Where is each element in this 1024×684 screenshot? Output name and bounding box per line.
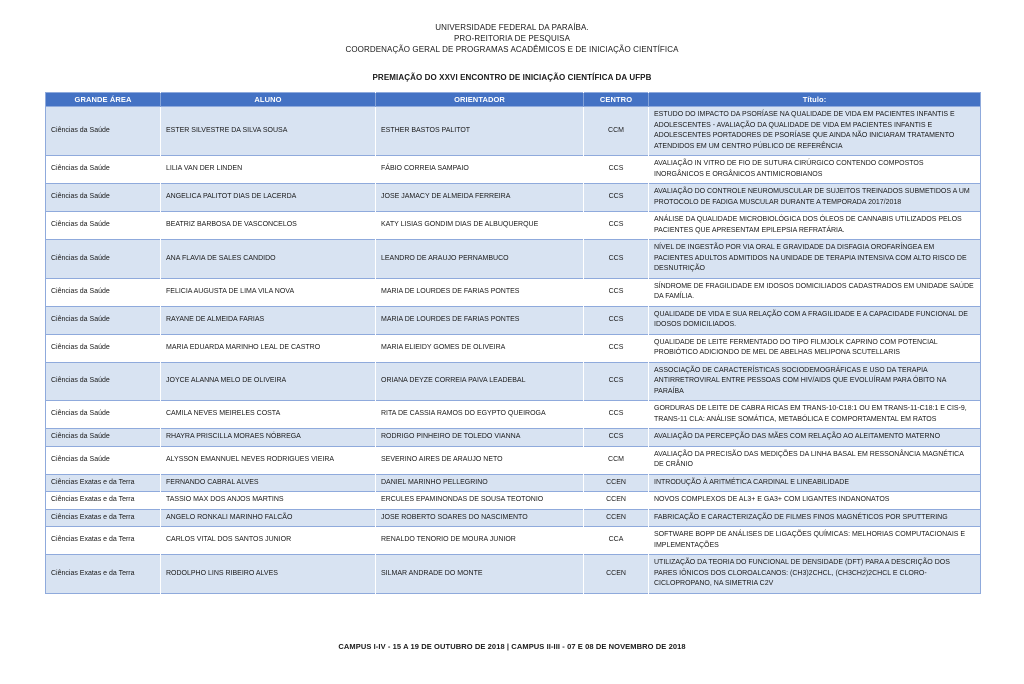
cell-aluno: JOYCE ALANNA MELO DE OLIVEIRA [161, 362, 376, 401]
footer-text: CAMPUS I-IV - 15 A 19 DE OUTUBRO DE 2018 | CAMPUS II-III - 07 E 08 DE NOVEMBRO DE 2018 [338, 642, 686, 651]
table-row [46, 107, 981, 156]
cell-titulo: ESTUDO DO IMPACTO DA PSORÍASE NA QUALIDADE DE VIDA EM PACIENTES INFANTIS E ADOLESCENTES - AVALIAÇÃO DA QUALIDADE DE VIDA EM PACIENTES INFANTIS E ADOLESCENTES PORTADORES DE PSORÍASE QUE AINDA NÃO INICIARAM TRATAMENTO ATENDIDOS EM UM CENTRO PÚBLICO DE REFERÊNCIA [649, 107, 981, 156]
table-body [46, 107, 981, 594]
cell-orientador: RITA DE CASSIA RAMOS DO EGYPTO QUEIROGA [376, 401, 584, 429]
table-row [46, 401, 981, 429]
org-line-university: UNIVERSIDADE FEDERAL DA PARAÍBA. [435, 23, 589, 32]
cell-aluno: RHAYRA PRISCILLA MORAES NÓBREGA [161, 429, 376, 447]
cell-titulo: AVALIAÇÃO DA PRECISÃO DAS MEDIÇÕES DA LINHA BASAL EM RESSONÂNCIA MAGNÉTICA DE CRÂNIO [649, 446, 981, 474]
cell-aluno: LILIA VAN DER LINDEN [161, 156, 376, 184]
cell-aluno: ALYSSON EMANNUEL NEVES RODRIGUES VIEIRA [161, 446, 376, 474]
cell-titulo: SÍNDROME DE FRAGILIDADE EM IDOSOS DOMICILIADOS CADASTRADOS EM UNIDADE SAÚDE DA FAMÍLIA. [649, 278, 981, 306]
table-row [46, 184, 981, 212]
cell-orientador: DANIEL MARINHO PELLEGRINO [376, 474, 584, 492]
cell-aluno: FERNANDO CABRAL ALVES [161, 474, 376, 492]
cell-titulo: AVALIAÇÃO IN VITRO DE FIO DE SUTURA CIRÚRGICO CONTENDO COMPOSTOS INORGÂNICOS E ORGÂNICOS ANTIMICROBIANOS [649, 156, 981, 184]
cell-orientador: JOSE ROBERTO SOARES DO NASCIMENTO [376, 509, 584, 527]
cell-orientador: ESTHER BASTOS PALITOT [376, 107, 584, 156]
cell-titulo: INTRODUÇÃO À ARITMÉTICA CARDINAL E LINEABILIDADE [649, 474, 981, 492]
cell-aluno: ANGELICA PALITOT DIAS DE LACERDA [161, 184, 376, 212]
cell-titulo: QUALIDADE DE VIDA E SUA RELAÇÃO COM A FRAGILIDADE E A CAPACIDADE FUNCIONAL DE IDOSOS DOMICILIADOS. [649, 306, 981, 334]
cell-orientador: RENALDO TENORIO DE MOURA JUNIOR [376, 527, 584, 555]
cell-grande-area: Ciências da Saúde [46, 107, 161, 156]
table-row [46, 362, 981, 401]
cell-centro: CCS [584, 212, 649, 240]
cell-orientador: MARIA DE LOURDES DE FARIAS PONTES [376, 306, 584, 334]
table-row [46, 527, 981, 555]
cell-grande-area: Ciências da Saúde [46, 278, 161, 306]
cell-orientador: ORIANA DEYZE CORREIA PAIVA LEADEBAL [376, 362, 584, 401]
cell-grande-area: Ciências da Saúde [46, 362, 161, 401]
table-row [46, 429, 981, 447]
cell-centro: CCA [584, 527, 649, 555]
cell-centro: CCS [584, 334, 649, 362]
cell-titulo: NOVOS COMPLEXOS DE AL3+ E GA3+ COM LIGANTES INDANONATOS [649, 492, 981, 510]
cell-grande-area: Ciências da Saúde [46, 446, 161, 474]
cell-titulo: UTILIZAÇÃO DA TEORIA DO FUNCIONAL DE DENSIDADE (DFT) PARA A DESCRIÇÃO DOS PARES IÔNICOS DOS CLOROALCANOS: (CH3)2CHCL, (CH3CH2)2CHCL E CLORO-CICLOPROPANO, NA SIMETRIA C2V [649, 555, 981, 594]
table-row [46, 474, 981, 492]
cell-grande-area: Ciências da Saúde [46, 306, 161, 334]
cell-centro: CCEN [584, 474, 649, 492]
table-row [46, 306, 981, 334]
cell-orientador: ERCULES EPAMINONDAS DE SOUSA TEOTONIO [376, 492, 584, 510]
cell-aluno: FELICIA AUGUSTA DE LIMA VILA NOVA [161, 278, 376, 306]
org-line-prorectory: PRO-REITORIA DE PESQUISA [453, 34, 571, 43]
column-header-grande-area: GRANDE ÁREA [46, 93, 161, 107]
document-header [0, 0, 1024, 82]
cell-titulo: AVALIAÇÃO DA PERCEPÇÃO DAS MÃES COM RELAÇÃO AO ALEITAMENTO MATERNO [649, 429, 981, 447]
cell-grande-area: Ciências da Saúde [46, 334, 161, 362]
table-row [46, 446, 981, 474]
cell-titulo: AVALIAÇÃO DO CONTROLE NEUROMUSCULAR DE SUJEITOS TREINADOS SUBMETIDOS A UM PROTOCOLO DE FADIGA MUSCULAR DURANTE A TEMPORADA 2017/2018 [649, 184, 981, 212]
cell-aluno: CARLOS VITAL DOS SANTOS JUNIOR [161, 527, 376, 555]
cell-titulo: ASSOCIAÇÃO DE CARACTERÍSTICAS SOCIODEMOGRÁFICAS E USO DA TERAPIA ANTIRRETROVIRAL ENTRE PESSOAS COM HIV/AIDS QUE EVOLUÍRAM PARA ÓBITO NA PARAÍBA [649, 362, 981, 401]
cell-orientador: SEVERINO AIRES DE ARAUJO NETO [376, 446, 584, 474]
cell-centro: CCS [584, 240, 649, 279]
column-header-centro: CENTRO [584, 93, 649, 107]
table-header-row [46, 93, 981, 107]
table-row [46, 334, 981, 362]
cell-centro: CCS [584, 184, 649, 212]
cell-titulo: QUALIDADE DE LEITE FERMENTADO DO TIPO FILMJOLK CAPRINO COM POTENCIAL PROBIÓTICO ADICIONDO DE MEL DE ABELHAS MELIPONA SCUTELLARIS [649, 334, 981, 362]
table-row [46, 509, 981, 527]
cell-centro: CCM [584, 446, 649, 474]
cell-orientador: MARIA ELIEIDY GOMES DE OLIVEIRA [376, 334, 584, 362]
cell-titulo: GORDURAS DE LEITE DE CABRA RICAS EM TRANS-10-C18:1 OU EM TRANS-11-C18:1 E CIS-9, TRANS-11 CLA: ANÁLISE SOMÁTICA, METABÓLICA E COMPORTAMENTAL EM RATOS [649, 401, 981, 429]
cell-titulo: SOFTWARE BOPP DE ANÁLISES DE LIGAÇÕES QUÍMICAS: MELHORIAS COMPUTACIONAIS E IMPLEMENTAÇÕES [649, 527, 981, 555]
cell-titulo: FABRICAÇÃO E CARACTERIZAÇÃO DE FILMES FINOS MAGNÉTICOS POR SPUTTERING [649, 509, 981, 527]
cell-grande-area: Ciências da Saúde [46, 184, 161, 212]
cell-centro: CCS [584, 429, 649, 447]
cell-orientador: JOSE JAMACY DE ALMEIDA FERREIRA [376, 184, 584, 212]
cell-grande-area: Ciências Exatas e da Terra [46, 492, 161, 510]
cell-titulo: NÍVEL DE INGESTÃO POR VIA ORAL E GRAVIDADE DA DISFAGIA OROFARÍNGEA EM PACIENTES ADULTOS ADMITIDOS NA UNIDADE DE TERAPIA INTENSIVA COM ALTO RISCO DE DESNUTRIÇÃO [649, 240, 981, 279]
cell-centro: CCEN [584, 492, 649, 510]
cell-centro: CCS [584, 401, 649, 429]
column-header-aluno: ALUNO [161, 93, 376, 107]
cell-grande-area: Ciências Exatas e da Terra [46, 527, 161, 555]
cell-orientador: LEANDRO DE ARAUJO PERNAMBUCO [376, 240, 584, 279]
table-row [46, 492, 981, 510]
cell-titulo: ANÁLISE DA QUALIDADE MICROBIOLÓGICA DOS ÓLEOS DE CANNABIS UTILIZADOS PELOS PACIENTES QUE APRESENTAM EPILEPSIA REFRATÁRIA. [649, 212, 981, 240]
cell-aluno: ANA FLAVIA DE SALES CANDIDO [161, 240, 376, 279]
cell-grande-area: Ciências da Saúde [46, 212, 161, 240]
cell-aluno: MARIA EDUARDA MARINHO LEAL DE CASTRO [161, 334, 376, 362]
cell-centro: CCEN [584, 509, 649, 527]
cell-aluno: ANGELO RONKALI MARINHO FALCÃO [161, 509, 376, 527]
cell-orientador: SILMAR ANDRADE DO MONTE [376, 555, 584, 594]
cell-grande-area: Ciências Exatas e da Terra [46, 509, 161, 527]
cell-grande-area: Ciências da Saúde [46, 401, 161, 429]
table-row [46, 156, 981, 184]
cell-grande-area: Ciências da Saúde [46, 429, 161, 447]
cell-aluno: RAYANE DE ALMEIDA FARIAS [161, 306, 376, 334]
cell-orientador: KATY LISIAS GONDIM DIAS DE ALBUQUERQUE [376, 212, 584, 240]
table-row [46, 240, 981, 279]
column-header-orientador: ORIENTADOR [376, 93, 584, 107]
cell-centro: CCS [584, 306, 649, 334]
cell-centro: CCS [584, 278, 649, 306]
cell-grande-area: Ciências da Saúde [46, 240, 161, 279]
document-title: PREMIAÇÃO DO XXVI ENCONTRO DE INICIAÇÃO CIENTÍFICA DA UFPB [372, 73, 652, 82]
cell-orientador: MARIA DE LOURDES DE FARIAS PONTES [376, 278, 584, 306]
org-line-coordination: COORDENAÇÃO GERAL DE PROGRAMAS ACADÊMICOS E DE INICIAÇÃO CIENTÍFICA [345, 45, 679, 54]
cell-orientador: RODRIGO PINHEIRO DE TOLEDO VIANNA [376, 429, 584, 447]
cell-aluno: RODOLPHO LINS RIBEIRO ALVES [161, 555, 376, 594]
cell-grande-area: Ciências Exatas e da Terra [46, 555, 161, 594]
cell-grande-area: Ciências Exatas e da Terra [46, 474, 161, 492]
cell-centro: CCS [584, 362, 649, 401]
cell-aluno: CAMILA NEVES MEIRELES COSTA [161, 401, 376, 429]
table-row [46, 278, 981, 306]
table-row [46, 212, 981, 240]
cell-grande-area: Ciências da Saúde [46, 156, 161, 184]
column-header-titulo: Título: [649, 93, 981, 107]
cell-aluno: TASSIO MAX DOS ANJOS MARTINS [161, 492, 376, 510]
table-row [46, 555, 981, 594]
cell-centro: CCM [584, 107, 649, 156]
cell-aluno: BEATRIZ BARBOSA DE VASCONCELOS [161, 212, 376, 240]
cell-centro: CCEN [584, 555, 649, 594]
cell-aluno: ESTER SILVESTRE DA SILVA SOUSA [161, 107, 376, 156]
cell-centro: CCS [584, 156, 649, 184]
awards-table [45, 92, 981, 594]
cell-orientador: FÁBIO CORREIA SAMPAIO [376, 156, 584, 184]
